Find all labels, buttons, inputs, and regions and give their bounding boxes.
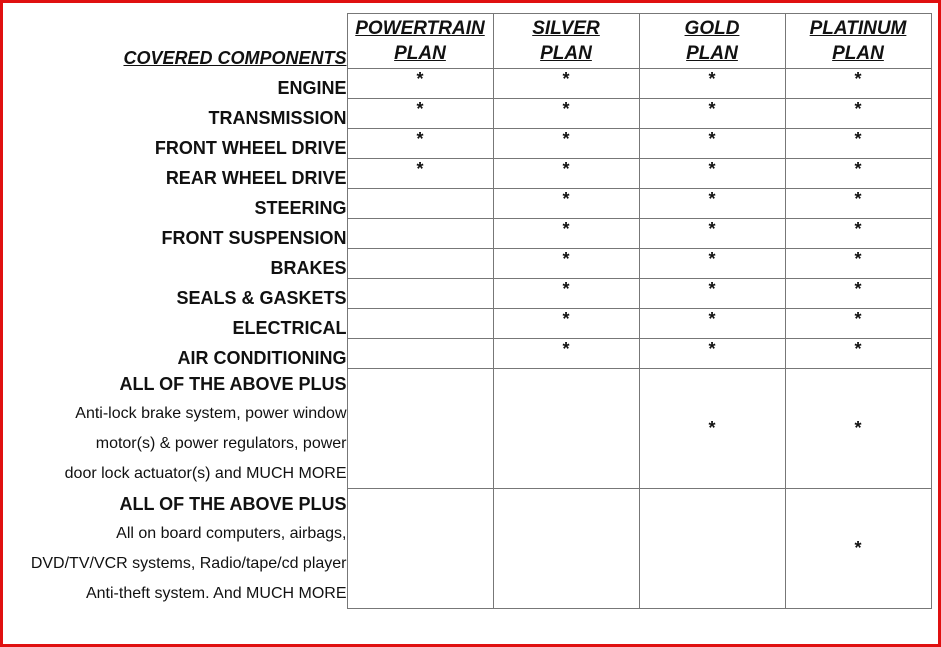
component-label: AIR CONDITIONING bbox=[8, 339, 347, 369]
coverage-mark: * bbox=[639, 159, 785, 189]
plan-header-powertrain: POWERTRAIN PLAN bbox=[347, 14, 493, 69]
coverage-mark: * bbox=[639, 219, 785, 249]
component-label: STEERING bbox=[8, 189, 347, 219]
extra-coverage-line: motor(s) & power regulators, power bbox=[95, 434, 347, 452]
coverage-mark bbox=[347, 489, 493, 609]
coverage-mark: * bbox=[639, 249, 785, 279]
coverage-mark: * bbox=[785, 369, 931, 489]
table-row bbox=[8, 339, 931, 369]
covered-components-heading: COVERED COMPONENTS bbox=[123, 47, 347, 68]
table-row bbox=[8, 99, 931, 129]
coverage-mark bbox=[493, 489, 639, 609]
component-label: ELECTRICAL bbox=[8, 309, 347, 339]
extra-coverage-heading: ALL OF THE ABOVE PLUS bbox=[119, 493, 347, 514]
coverage-mark: * bbox=[785, 159, 931, 189]
coverage-mark: * bbox=[639, 99, 785, 129]
coverage-mark bbox=[493, 369, 639, 489]
coverage-mark: * bbox=[347, 159, 493, 189]
component-label: SEALS & GASKETS bbox=[8, 279, 347, 309]
table-row bbox=[8, 249, 931, 279]
extra-coverage-description bbox=[8, 369, 347, 489]
coverage-mark: * bbox=[785, 189, 931, 219]
coverage-mark bbox=[347, 189, 493, 219]
table-row bbox=[8, 279, 931, 309]
coverage-mark bbox=[347, 369, 493, 489]
extra-coverage-line: All on board computers, airbags, bbox=[116, 524, 347, 542]
coverage-mark: * bbox=[347, 99, 493, 129]
coverage-mark: * bbox=[493, 159, 639, 189]
coverage-mark: * bbox=[493, 339, 639, 369]
component-label: ENGINE bbox=[8, 69, 347, 99]
coverage-mark: * bbox=[493, 129, 639, 159]
coverage-mark: * bbox=[785, 489, 931, 609]
component-label: REAR WHEEL DRIVE bbox=[8, 159, 347, 189]
table-row bbox=[8, 69, 931, 99]
coverage-mark bbox=[639, 489, 785, 609]
plan-header-gold: GOLD PLAN bbox=[639, 14, 785, 69]
coverage-mark: * bbox=[785, 309, 931, 339]
coverage-mark: * bbox=[785, 129, 931, 159]
coverage-mark: * bbox=[639, 279, 785, 309]
table-row bbox=[8, 129, 931, 159]
table-row bbox=[8, 309, 931, 339]
extra-coverage-line: door lock actuator(s) and MUCH MORE bbox=[64, 464, 347, 482]
component-label: FRONT WHEEL DRIVE bbox=[8, 129, 347, 159]
coverage-mark: * bbox=[493, 279, 639, 309]
coverage-mark: * bbox=[493, 309, 639, 339]
coverage-mark: * bbox=[347, 69, 493, 99]
coverage-mark bbox=[347, 309, 493, 339]
coverage-mark: * bbox=[493, 249, 639, 279]
coverage-mark: * bbox=[639, 369, 785, 489]
table-row bbox=[8, 159, 931, 189]
table-row bbox=[8, 189, 931, 219]
coverage-mark: * bbox=[639, 129, 785, 159]
coverage-mark: * bbox=[785, 219, 931, 249]
coverage-mark bbox=[347, 249, 493, 279]
coverage-mark: * bbox=[639, 309, 785, 339]
coverage-mark: * bbox=[639, 339, 785, 369]
coverage-mark: * bbox=[493, 189, 639, 219]
extra-coverage-line: Anti-theft system. And MUCH MORE bbox=[85, 584, 347, 602]
component-label: TRANSMISSION bbox=[8, 99, 347, 129]
extra-coverage-line: DVD/TV/VCR systems, Radio/tape/cd player bbox=[30, 554, 347, 572]
coverage-mark: * bbox=[639, 189, 785, 219]
coverage-mark: * bbox=[785, 279, 931, 309]
coverage-table bbox=[8, 13, 932, 609]
coverage-mark: * bbox=[347, 129, 493, 159]
plan-header-silver: SILVER PLAN bbox=[493, 14, 639, 69]
coverage-mark: * bbox=[493, 219, 639, 249]
component-label: FRONT SUSPENSION bbox=[8, 219, 347, 249]
coverage-mark: * bbox=[639, 69, 785, 99]
coverage-mark: * bbox=[785, 69, 931, 99]
coverage-mark: * bbox=[493, 99, 639, 129]
coverage-mark bbox=[347, 219, 493, 249]
extra-coverage-description bbox=[8, 489, 347, 609]
table-row-extra bbox=[8, 489, 931, 609]
table-row bbox=[8, 219, 931, 249]
coverage-mark: * bbox=[785, 339, 931, 369]
coverage-mark: * bbox=[493, 69, 639, 99]
coverage-mark bbox=[347, 339, 493, 369]
table-row-extra bbox=[8, 369, 931, 489]
plan-header-platinum: PLATINUM PLAN bbox=[785, 14, 931, 69]
component-label: BRAKES bbox=[8, 249, 347, 279]
extra-coverage-line: Anti-lock brake system, power window bbox=[75, 404, 347, 422]
coverage-mark: * bbox=[785, 249, 931, 279]
extra-coverage-heading: ALL OF THE ABOVE PLUS bbox=[119, 373, 347, 394]
header-row bbox=[8, 14, 931, 69]
coverage-mark: * bbox=[785, 99, 931, 129]
coverage-mark bbox=[347, 279, 493, 309]
